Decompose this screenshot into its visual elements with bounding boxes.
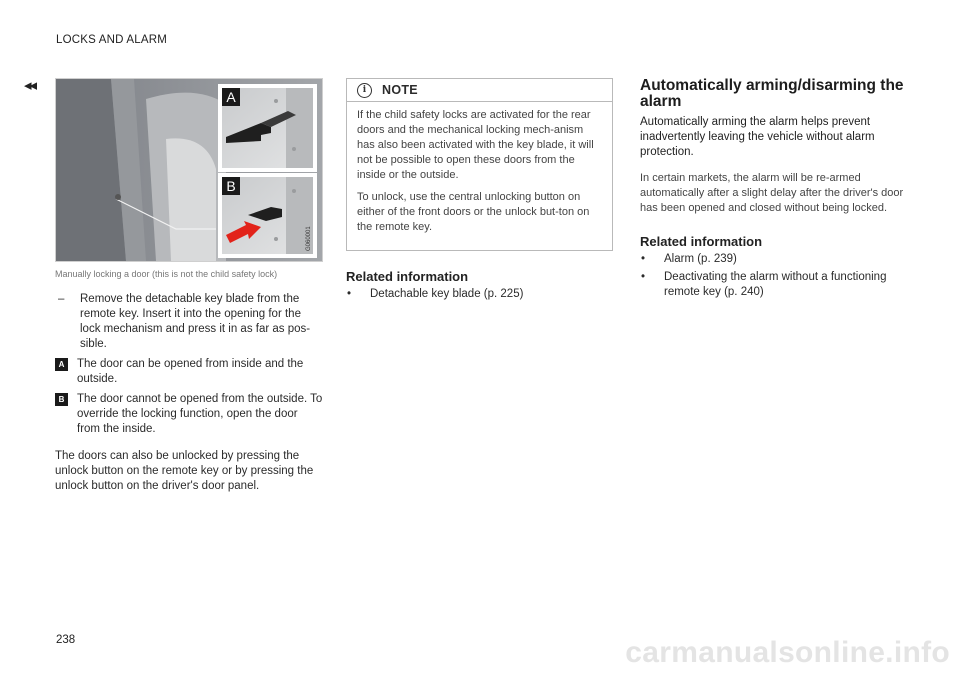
lead-paragraph: Automatically arming the alarm helps prevent inadvertently leaving the vehicle without alarm protection. xyxy=(640,116,875,158)
legend-item-a xyxy=(55,357,323,387)
column-middle xyxy=(346,78,613,302)
related-info-heading-2: Related information xyxy=(640,234,763,249)
page-number: 238 xyxy=(56,634,76,646)
related-link-key-blade[interactable] xyxy=(346,287,613,302)
section-header: LOCKS AND ALARM xyxy=(56,34,168,46)
figure-label-a: A xyxy=(226,89,236,105)
note-paragraph-2: To unlock, use the central unlocking button on either of the front doors or the unlock but-ton on the remote key. xyxy=(357,191,590,233)
watermark: carmanualsonline.info xyxy=(625,636,950,669)
step-dash: – xyxy=(58,293,65,305)
unlock-paragraph: The doors can also be unlocked by pressing the unlock button on the remote key or by pressing the unlock button on the driver's door panel. xyxy=(55,450,314,492)
column-right xyxy=(640,78,910,300)
related-link-deactivate-alarm[interactable] xyxy=(640,270,910,300)
figure-code: G060001 xyxy=(306,226,312,251)
info-icon: i xyxy=(357,83,372,98)
body-paragraph: In certain markets, the alarm will be re-armed automatically after a slight delay after the driver's door has been opened and closed without being locked. xyxy=(640,172,904,214)
related-link-text[interactable]: Deactivating the alarm without a functioning remote key (p. 240) xyxy=(664,271,887,298)
related-link-text[interactable]: Alarm (p. 239) xyxy=(664,253,737,265)
column-left xyxy=(55,78,323,494)
continued-from-previous-icon: ◂◂ xyxy=(24,77,36,94)
figure-label-b: B xyxy=(226,178,236,194)
related-link-text[interactable]: Detachable key blade (p. 225) xyxy=(370,288,524,300)
legend-text-b: The door cannot be opened from the outside. To override the locking function, open the door from the inside. xyxy=(77,393,323,435)
note-box xyxy=(346,78,613,251)
figure-caption: Manually locking a door (this is not the child safety lock) xyxy=(55,269,278,279)
note-header xyxy=(347,79,612,102)
step-text: Remove the detachable key blade from the remote key. Insert it into the opening for the lock mechanism and press it in as far as pos-sible. xyxy=(80,293,311,350)
instruction-step xyxy=(55,292,323,352)
door-lock-illustration xyxy=(55,78,323,262)
badge-a-icon: A xyxy=(55,358,68,371)
bullet-icon: • xyxy=(641,253,646,265)
related-link-alarm[interactable] xyxy=(640,252,910,267)
note-paragraph-1: If the child safety locks are activated for the rear doors and the mechanical locking mech-anism has also been activated with the key blade, it will not be possible to open these doors from the inside or the outside. xyxy=(357,109,594,181)
section-title: Automatically arming/disarming the alarm xyxy=(640,77,904,110)
legend-item-b xyxy=(55,392,323,437)
note-title: NOTE xyxy=(382,83,418,97)
badge-b-icon: B xyxy=(55,393,68,406)
legend-text-a: The door can be opened from inside and the outside. xyxy=(77,358,304,385)
related-info-heading: Related information xyxy=(346,269,469,284)
bullet-icon: • xyxy=(641,271,646,283)
bullet-icon: • xyxy=(347,288,352,300)
